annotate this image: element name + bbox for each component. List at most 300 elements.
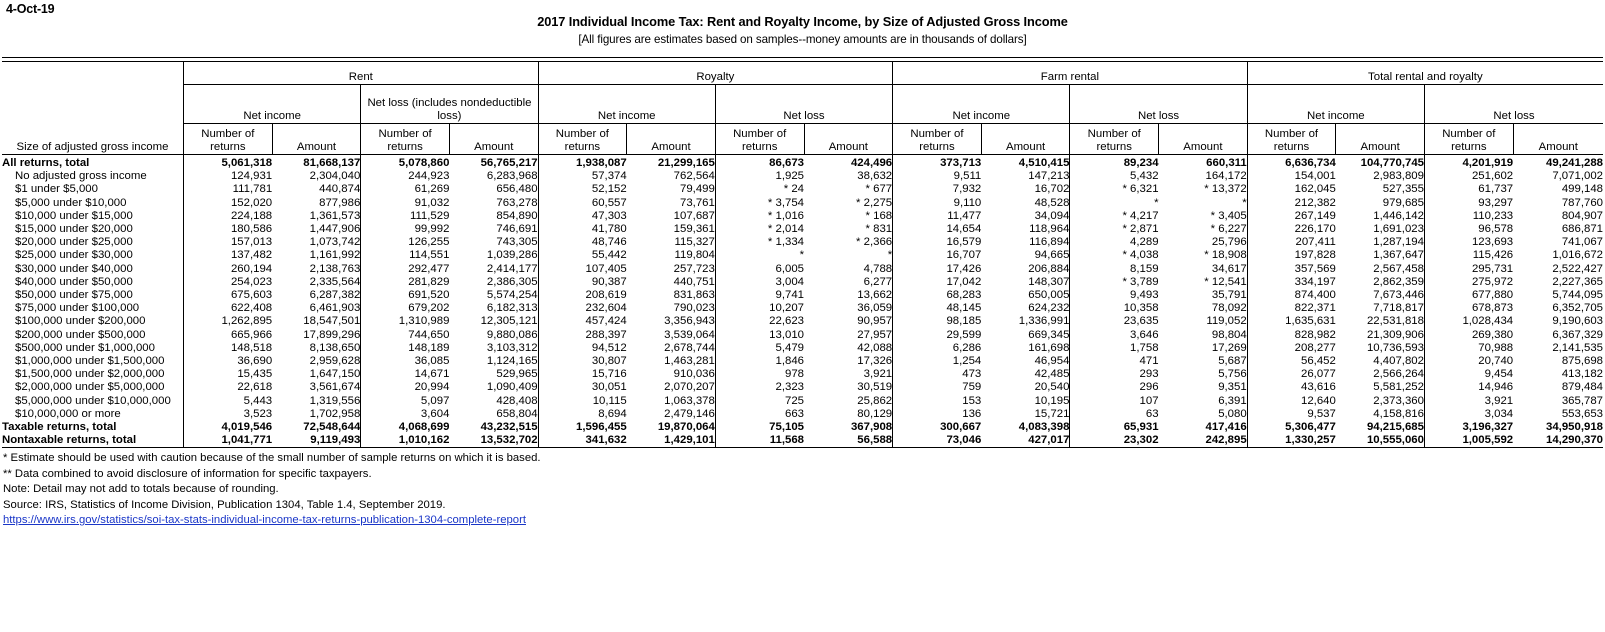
table-cell: 61,737 <box>1424 183 1513 196</box>
table-cell: 3,646 <box>1070 329 1159 342</box>
table-cell: 1,073,742 <box>309 236 361 249</box>
table-cell: 159,361 <box>673 223 715 236</box>
table-cell: 910,036 <box>673 368 715 381</box>
subgroup-farm-net-income: Net income <box>893 85 1070 124</box>
column-header: Number of returns <box>538 124 627 155</box>
table-cell: 41,780 <box>538 223 627 236</box>
table-cell: 1,287,194 <box>1373 236 1424 249</box>
table-cell: 232,604 <box>538 302 627 315</box>
table-cell: 10,207 <box>715 302 804 315</box>
table-cell: 46,954 <box>1034 355 1070 368</box>
table-cell: 1,063,378 <box>664 394 715 407</box>
table-cell: 5,744,095 <box>1552 289 1603 302</box>
table-cell: 691,520 <box>361 289 450 302</box>
table-cell: 725 <box>715 395 804 408</box>
table-cell: 3,356,943 <box>664 315 715 328</box>
table-cell: 208,619 <box>538 289 627 302</box>
table-cell: 5,574,254 <box>486 289 538 302</box>
page-title: 2017 Individual Income Tax: Rent and Royalty Income, by Size of Adjusted Gross Income <box>537 14 1068 29</box>
table-cell: 21,309,906 <box>1366 328 1424 341</box>
row-label: $1,000,000 under $1,500,000 <box>2 355 184 368</box>
table-cell: 678,873 <box>1424 302 1513 315</box>
table-cell: 5,581,252 <box>1373 381 1424 394</box>
subgroup-header-row <box>2 85 1603 124</box>
table-cell: 124,931 <box>184 170 273 183</box>
table-cell: 15,721 <box>1034 407 1070 420</box>
table-cell: 2,959,628 <box>309 355 361 368</box>
table-cell: 854,890 <box>496 209 538 222</box>
table-cell: 762,564 <box>673 170 715 183</box>
table-cell: 107,405 <box>538 263 627 276</box>
column-header: Amount <box>1336 124 1425 155</box>
table-cell: 4,083,398 <box>1018 421 1070 434</box>
table-cell: 1,429,101 <box>627 434 716 448</box>
table-cell: 1,041,771 <box>184 434 273 448</box>
table-cell: 9,110 <box>893 197 982 210</box>
table-cell: 6,182,313 <box>486 302 538 315</box>
table-cell: 154,001 <box>1247 170 1336 183</box>
table-cell: 73,761 <box>680 196 715 209</box>
table-row <box>2 236 1603 249</box>
table-cell: 1,016,672 <box>1552 249 1603 262</box>
table-cell: 334,197 <box>1247 276 1336 289</box>
row-label: Taxable returns, total <box>2 421 184 434</box>
table-cell: * <box>887 249 893 262</box>
table-cell: 9,351 <box>1218 381 1247 394</box>
table-cell: 440,874 <box>319 183 361 196</box>
table-cell: 1,635,631 <box>1247 315 1336 328</box>
table-row <box>2 329 1603 342</box>
table-cell: 1,039,286 <box>486 249 538 262</box>
table-cell: 1,647,150 <box>309 368 361 381</box>
table-cell: 787,760 <box>1561 196 1603 209</box>
table-cell: 4,201,919 <box>1424 155 1513 171</box>
row-label: $50,000 under $75,000 <box>2 289 184 302</box>
row-label: $10,000,000 or more <box>2 408 184 421</box>
table-cell: 16,702 <box>1034 183 1070 196</box>
table-cell: 292,477 <box>361 263 450 276</box>
row-label: $200,000 under $500,000 <box>2 329 184 342</box>
table-cell: 7,932 <box>893 183 982 196</box>
table-cell: 164,172 <box>1205 170 1247 183</box>
table-cell: * 6,227 <box>1210 223 1247 236</box>
table-cell: 34,094 <box>1034 209 1070 222</box>
table-cell: 656,480 <box>496 183 538 196</box>
table-cell: 14,654 <box>893 223 982 236</box>
table-cell: 5,432 <box>1070 170 1159 183</box>
table-row <box>2 315 1603 328</box>
table-cell: 29,599 <box>893 329 982 342</box>
table-cell: 300,667 <box>893 421 982 434</box>
table-cell: 208,277 <box>1247 342 1336 355</box>
table-cell: 123,693 <box>1424 236 1513 249</box>
table-cell: 1,447,906 <box>309 223 361 236</box>
table-cell: 56,588 <box>804 434 893 448</box>
table-cell: 42,088 <box>857 341 893 354</box>
table-cell: 10,358 <box>1070 302 1159 315</box>
table-cell: 93,297 <box>1424 197 1513 210</box>
column-header: Amount <box>1159 124 1248 155</box>
subgroup-rent-net-income: Net income <box>184 85 361 124</box>
table-cell: 36,690 <box>184 355 273 368</box>
table-cell: 4,510,415 <box>1018 157 1070 169</box>
table-cell: 3,604 <box>361 408 450 421</box>
table-cell: 21,299,165 <box>657 157 715 169</box>
row-label: $40,000 under $50,000 <box>2 276 184 289</box>
table-row <box>2 170 1603 183</box>
table-row <box>2 355 1603 368</box>
table-cell: 15,716 <box>538 368 627 381</box>
table-cell: 499,148 <box>1561 183 1603 196</box>
table-cell: 13,010 <box>715 329 804 342</box>
table-cell: 10,736,593 <box>1366 341 1424 354</box>
table-row <box>2 223 1603 236</box>
table-cell: 741,067 <box>1561 236 1603 249</box>
group-header-total-rental-royalty: Total rental and royalty <box>1247 62 1603 85</box>
table-cell: 5,687 <box>1218 355 1247 368</box>
table-cell: 110,233 <box>1424 210 1513 223</box>
table-cell: 115,426 <box>1424 249 1513 262</box>
table-cell: 116,894 <box>1029 236 1070 249</box>
table-row <box>2 289 1603 302</box>
table-cell: 17,042 <box>893 276 982 289</box>
table-cell: 1,367,647 <box>1373 249 1424 262</box>
table-cell: 18,547,501 <box>303 315 361 328</box>
table-cell: 3,034 <box>1424 408 1513 421</box>
table-cell: 1,319,556 <box>309 394 361 407</box>
table-cell: 56,765,217 <box>480 157 538 169</box>
table-cell: 2,862,359 <box>1373 275 1424 288</box>
table-cell: 6,636,734 <box>1247 155 1336 171</box>
table-cell: 4,158,816 <box>1373 407 1424 420</box>
column-header: Number of returns <box>715 124 804 155</box>
column-header: Amount <box>449 124 538 155</box>
table-cell: 6,286 <box>893 342 982 355</box>
table-cell: 1,254 <box>893 355 982 368</box>
table-cell: 9,741 <box>715 289 804 302</box>
table-cell: 978 <box>715 368 804 381</box>
table-row <box>2 434 1603 448</box>
stub-header: Size of adjusted gross income <box>2 62 184 155</box>
table-cell: 3,196,327 <box>1424 421 1513 434</box>
table-cell: 206,884 <box>1028 262 1070 275</box>
table-cell: 1,124,165 <box>486 355 538 368</box>
table-cell: 1,005,592 <box>1424 434 1513 448</box>
row-label: $15,000 under $20,000 <box>2 223 184 236</box>
table-cell: 162,045 <box>1247 183 1336 196</box>
table-cell: 65,931 <box>1070 421 1159 434</box>
table-cell: 23,302 <box>1070 434 1159 448</box>
table-cell: 790,023 <box>673 302 715 315</box>
table-cell: 1,463,281 <box>664 355 715 368</box>
table-cell: 669,345 <box>1028 328 1070 341</box>
table-cell: 96,578 <box>1424 223 1513 236</box>
table-cell: 11,477 <box>893 210 982 223</box>
group-header-rent: Rent <box>184 62 539 85</box>
table-cell: 341,632 <box>538 434 627 448</box>
table-cell: 12,305,121 <box>480 315 538 328</box>
table-cell: 114,551 <box>361 249 450 262</box>
source-note: Source: IRS, Statistics of Income Division, Publication 1304, Table 1.4, September 2019. <box>3 498 446 511</box>
table-cell: 288,397 <box>538 329 627 342</box>
table-cell: 61,269 <box>361 183 450 196</box>
table-cell: 9,454 <box>1424 368 1513 381</box>
table-cell: * 2,014 <box>715 223 804 236</box>
subgroup-total-net-income: Net income <box>1247 85 1424 124</box>
table-cell: 763,278 <box>496 196 538 209</box>
table-cell: * 168 <box>865 209 893 222</box>
row-label: $1 under $5,000 <box>2 183 184 196</box>
table-cell: 244,923 <box>361 170 450 183</box>
table-cell: 22,618 <box>184 381 273 394</box>
table-cell: 48,528 <box>1034 196 1070 209</box>
table-cell: 3,539,064 <box>664 328 715 341</box>
table-cell: 2,138,763 <box>309 262 361 275</box>
table-row <box>2 183 1603 196</box>
table-cell: 70,988 <box>1424 342 1513 355</box>
table-cell: 4,407,802 <box>1373 355 1424 368</box>
table-cell: 2,566,264 <box>1373 368 1424 381</box>
table-cell: 111,781 <box>184 183 273 196</box>
table-row <box>2 421 1603 434</box>
table-cell: 457,424 <box>538 315 627 328</box>
table-cell: 1,846 <box>715 355 804 368</box>
table-cell: 99,992 <box>361 223 450 236</box>
table-cell: 675,603 <box>184 289 273 302</box>
table-cell: 3,561,674 <box>309 381 361 394</box>
table-cell: 759 <box>893 381 982 394</box>
table-cell: 19,870,064 <box>657 421 715 434</box>
table-cell: 804,907 <box>1561 209 1603 222</box>
table-row <box>2 395 1603 408</box>
table-cell: 157,013 <box>184 236 273 249</box>
table-cell: 57,374 <box>538 170 627 183</box>
table-cell: 5,080 <box>1218 407 1247 420</box>
table-cell: * 2,871 <box>1070 223 1159 236</box>
table-cell: 440,751 <box>673 275 715 288</box>
table-cell: 89,234 <box>1070 155 1159 171</box>
row-label: $20,000 under $25,000 <box>2 236 184 249</box>
table-cell: * <box>1070 197 1159 210</box>
table-row <box>2 263 1603 276</box>
table-head <box>2 58 1603 155</box>
table-cell: 25,862 <box>857 394 893 407</box>
table-cell: 1,938,087 <box>538 155 627 171</box>
table-cell: 1,702,958 <box>309 407 361 420</box>
group-header-row <box>2 62 1603 85</box>
table-cell: * 1,334 <box>715 236 804 249</box>
table-cell: 831,863 <box>673 289 715 302</box>
source-url-link[interactable]: https://www.irs.gov/statistics/soi-tax-stats-individual-income-tax-returns-publication-1304-complete-report <box>3 514 526 527</box>
table-cell: 48,746 <box>538 236 627 249</box>
table-cell: 1,161,992 <box>309 249 361 262</box>
column-header: Amount <box>981 124 1070 155</box>
column-header: Amount <box>1513 124 1603 155</box>
table-cell: 473 <box>893 368 982 381</box>
table-cell: 23,635 <box>1070 315 1159 328</box>
table-cell: 877,986 <box>319 196 361 209</box>
table-cell: 73,046 <box>893 434 982 448</box>
table-cell: 10,555,060 <box>1336 434 1425 448</box>
table-cell: 5,078,860 <box>361 155 450 171</box>
row-label: $30,000 under $40,000 <box>2 263 184 276</box>
table-cell: * 2,275 <box>856 196 893 209</box>
table-cell: 9,537 <box>1247 408 1336 421</box>
table-cell: 879,484 <box>1561 381 1603 394</box>
table-cell: * 3,754 <box>715 197 804 210</box>
table-cell: 269,380 <box>1424 329 1513 342</box>
table-cell: 75,105 <box>715 421 804 434</box>
table-cell: * 2,366 <box>856 236 893 249</box>
table-cell: 3,004 <box>715 276 804 289</box>
table-cell: 13,662 <box>857 289 893 302</box>
subgroup-royalty-net-income: Net income <box>538 85 715 124</box>
table-cell: 80,129 <box>857 407 893 420</box>
table-cell: 48,145 <box>893 302 982 315</box>
table-cell: 119,052 <box>1206 315 1247 328</box>
table-cell: 251,602 <box>1424 170 1513 183</box>
table-cell: 52,152 <box>538 183 627 196</box>
table-cell: 104,770,745 <box>1360 157 1424 169</box>
table-cell: 16,579 <box>893 236 982 249</box>
table-cell: 42,485 <box>1034 368 1070 381</box>
table-cell: 875,698 <box>1561 355 1603 368</box>
table-cell: 677,880 <box>1424 289 1513 302</box>
table-cell: 2,373,360 <box>1373 394 1424 407</box>
table-cell: 4,788 <box>863 262 893 275</box>
table-cell: 2,567,458 <box>1373 262 1424 275</box>
table-cell: 36,059 <box>857 302 893 315</box>
table-row <box>2 197 1603 210</box>
table-cell: 242,895 <box>1159 434 1248 448</box>
table-cell: 529,965 <box>496 368 538 381</box>
table-cell: 822,371 <box>1247 302 1336 315</box>
table-cell: 212,382 <box>1247 197 1336 210</box>
table-cell: 90,387 <box>538 276 627 289</box>
table-cell: 47,303 <box>538 210 627 223</box>
table-cell: 417,416 <box>1205 421 1247 434</box>
column-header: Number of returns <box>1247 124 1336 155</box>
table-cell: 9,190,603 <box>1552 315 1603 328</box>
table-cell: 746,691 <box>496 223 538 236</box>
table-cell: 26,077 <box>1247 368 1336 381</box>
table-cell: 72,548,644 <box>303 421 361 434</box>
row-label: $2,000,000 under $5,000,000 <box>2 381 184 394</box>
table-cell: 56,452 <box>1247 355 1336 368</box>
table-cell: 20,740 <box>1424 355 1513 368</box>
table-cell: 94,665 <box>1034 249 1070 262</box>
column-header: Number of returns <box>893 124 982 155</box>
table-cell: 137,482 <box>184 249 273 262</box>
table-cell: 1,028,434 <box>1424 315 1513 328</box>
table-cell: 8,694 <box>538 408 627 421</box>
subgroup-total-net-loss: Net loss <box>1424 85 1603 124</box>
table-cell: 90,957 <box>857 315 893 328</box>
date-stamp: 4-Oct-19 <box>6 2 55 16</box>
table-cell: 22,531,818 <box>1366 315 1424 328</box>
table-cell: * <box>715 249 804 262</box>
table-cell: 81,668,137 <box>303 157 361 169</box>
table-cell: 1,361,573 <box>309 209 361 222</box>
table-row <box>2 408 1603 421</box>
table-cell: 38,632 <box>857 170 893 183</box>
table-cell: 68,283 <box>893 289 982 302</box>
table-cell: 650,005 <box>1028 289 1070 302</box>
subgroup-farm-net-loss: Net loss <box>1070 85 1247 124</box>
table-cell: 1,310,989 <box>361 315 450 328</box>
table-cell: 180,586 <box>184 223 273 236</box>
table-cell: 1,010,162 <box>361 434 450 448</box>
table-cell: 744,650 <box>361 329 450 342</box>
column-header: Number of returns <box>1424 124 1513 155</box>
table-cell: 424,496 <box>850 157 893 169</box>
title-block <box>0 0 1605 46</box>
table-cell: 197,828 <box>1247 249 1336 262</box>
table-cell: 2,304,040 <box>309 170 361 183</box>
notes-block <box>3 451 1605 528</box>
table-cell: 43,616 <box>1247 381 1336 394</box>
table-body <box>2 155 1603 448</box>
table-cell: 1,691,023 <box>1373 223 1424 236</box>
table-cell: 6,461,903 <box>309 302 361 315</box>
table-row <box>2 302 1603 315</box>
table-cell: 20,994 <box>361 381 450 394</box>
table-cell: 1,758 <box>1070 342 1159 355</box>
table-cell: 2,479,146 <box>664 407 715 420</box>
table-cell: 6,391 <box>1218 394 1247 407</box>
table-cell: 553,653 <box>1561 407 1603 420</box>
table-cell: 275,972 <box>1424 276 1513 289</box>
table-cell: 9,119,493 <box>272 434 361 448</box>
table-cell: 828,982 <box>1247 329 1336 342</box>
table-cell: 4,289 <box>1070 236 1159 249</box>
row-label: $5,000 under $10,000 <box>2 197 184 210</box>
table-cell: 295,731 <box>1424 263 1513 276</box>
table-cell: 63 <box>1070 408 1159 421</box>
table-cell: 115,327 <box>674 236 715 249</box>
table-cell: 5,443 <box>184 395 273 408</box>
table-cell: 86,673 <box>715 155 804 171</box>
table-cell: 3,523 <box>184 408 273 421</box>
table-cell: 9,880,086 <box>486 328 538 341</box>
table-cell: 7,673,446 <box>1373 289 1424 302</box>
table-cell: 147,213 <box>1028 170 1070 183</box>
table-cell: 8,138,650 <box>309 341 361 354</box>
table-cell: 6,367,329 <box>1552 328 1603 341</box>
row-label: No adjusted gross income <box>2 170 184 183</box>
table-cell: 118,964 <box>1029 223 1070 236</box>
table-row <box>2 210 1603 223</box>
table-cell: 6,352,705 <box>1552 302 1603 315</box>
subgroup-rent-net-loss: Net loss (includes nondeductible loss) <box>361 85 538 124</box>
table-cell: 357,569 <box>1247 263 1336 276</box>
column-header-row <box>2 124 1603 155</box>
table-cell: 36,085 <box>361 355 450 368</box>
table-cell: 622,408 <box>184 302 273 315</box>
table-cell: 4,019,546 <box>184 421 273 434</box>
row-label: $10,000 under $15,000 <box>2 210 184 223</box>
row-label: $5,000,000 under $10,000,000 <box>2 395 184 408</box>
table-cell: * 24 <box>715 183 804 196</box>
table-cell: 665,966 <box>184 329 273 342</box>
table-cell: 60,557 <box>538 197 627 210</box>
table-cell: * 3,789 <box>1070 276 1159 289</box>
table-cell: 5,061,318 <box>184 155 273 171</box>
table-cell: 148,518 <box>184 342 273 355</box>
table-cell: * 6,321 <box>1070 183 1159 196</box>
table-cell: 7,718,817 <box>1373 302 1424 315</box>
subgroup-royalty-net-loss: Net loss <box>715 85 892 124</box>
